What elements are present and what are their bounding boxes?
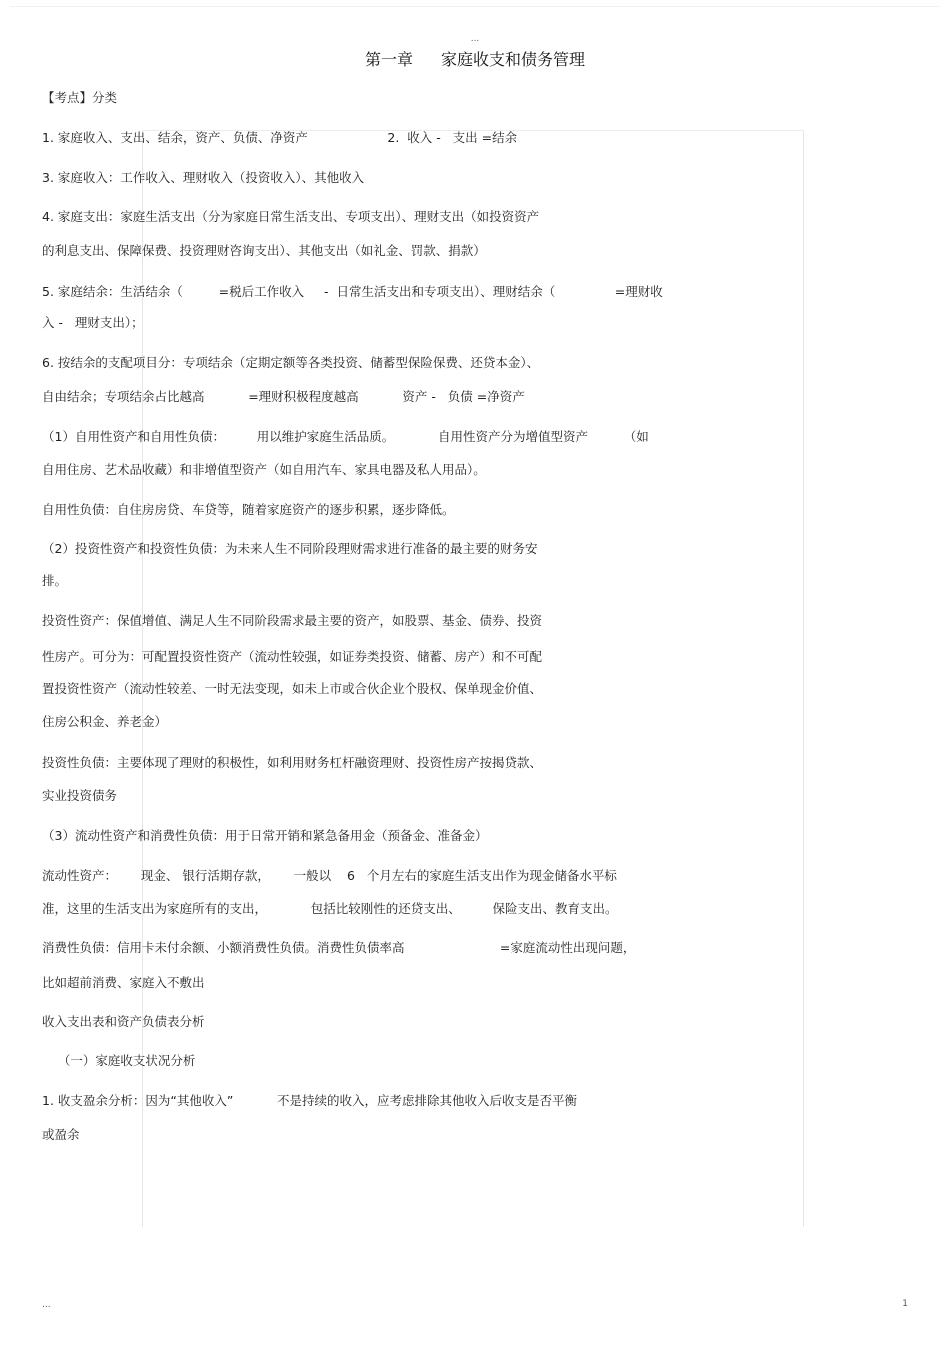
text-line: 投资性资产：保值增值、满足人生不同阶段需求最主要的资产，如股票、基金、债券、投资 [42, 613, 543, 628]
text-line: （一）家庭收支状况分析 [42, 1053, 196, 1068]
text-line: （2）投资性资产和投资性负债：为未来人生不同阶段理财需求进行准备的最主要的财务安 [42, 541, 538, 556]
page-top-border [10, 6, 940, 7]
text-line: 4. 家庭支出：家庭生活支出（分为家庭日常生活支出、专项支出）、理财支出（如投资资产 [42, 209, 540, 224]
text-line: 排。 [42, 573, 68, 588]
text-line: 6. 按结余的支配项目分：专项结余（定期定额等各类投资、储蓄型保险保费、还贷本金）、 [42, 355, 540, 370]
text-line: 比如超前消费、家庭入不敷出 [42, 975, 205, 990]
text-line: 性房产。可分为：可配置投资性资产（流动性较强，如证券类投资、储蓄、房产）和不可配 [42, 649, 543, 664]
header-dots: ... [470, 34, 480, 44]
text-line: 自用性负债：自住房房贷、车贷等，随着家庭资产的逐步积累，逐步降低。 [42, 502, 455, 517]
page-number: 1 [902, 1299, 908, 1309]
text-line: 准，这里的生活支出为家庭所有的支出， 包括比较刚性的还贷支出、 保险支出、教育支出。 [42, 901, 618, 916]
text-line: 或盈余 [42, 1127, 80, 1142]
text-line: 自由结余；专项结余占比越高 =理财积极程度越高 资产 - 负债 =净资产 [42, 389, 525, 404]
text-line: （3）流动性资产和消费性负债：用于日常开销和紧急备用金（预备金、准备金） [42, 828, 488, 843]
text-line: 流动性资产： 现金、 银行活期存款， 一般以 6 个月左右的家庭生活支出作为现金储备水平标 [42, 868, 617, 883]
chapter-name: 家庭收支和债务管理 [441, 50, 586, 69]
footer-dots: ... [42, 1300, 51, 1310]
text-line: 置投资性资产（流动性较差、一时无法变现，如未上市或合伙企业个股权、保单现金价值、 [42, 681, 543, 696]
chapter-title [0, 47, 950, 70]
text-line: 入 - 理财支出）； [42, 315, 144, 330]
text-line: 消费性负债：信用卡未付余额、小额消费性负债。消费性负债率高 =家庭流动性出现问题， [42, 940, 636, 955]
text-line: 3. 家庭收入：工作收入、理财收入（投资收入）、其他收入 [42, 170, 365, 185]
text-line: 实业投资债务 [42, 788, 118, 803]
text-line: 收入支出表和资产负债表分析 [42, 1014, 205, 1029]
text-line: 5. 家庭结余：生活结余（ =税后工作收入 - 日常生活支出和专项支出）、理财结余（ =理财收 [42, 284, 663, 299]
text-line: 住房公积金、养老金） [42, 714, 168, 729]
text-line: 自用住房、艺术品收藏）和非增值型资产（如自用汽车、家具电器及私人用品）。 [42, 462, 486, 477]
text-line: 的利息支出、保障保费、投资理财咨询支出）、其他支出（如礼金、罚款、捐款） [42, 243, 486, 258]
text-line: 【考点】分类 [42, 90, 118, 105]
frame-right-line [803, 130, 804, 1227]
chapter-number: 第一章 [364, 50, 413, 69]
text-line: 投资性负债：主要体现了理财的积极性，如利用财务杠杆融资理财、投资性房产按揭贷款、 [42, 755, 543, 770]
text-line: （1）自用性资产和自用性负债： 用以维护家庭生活品质。 自用性资产分为增值型资产 （如 [42, 429, 649, 444]
text-line: 1. 家庭收入、支出、结余，资产、负债、净资产 2. 收入 - 支出 =结余 [42, 130, 518, 145]
text-line: 1. 收支盈余分析：因为“其他收入” 不是持续的收入，应考虑排除其他收入后收支是否平衡 [42, 1093, 578, 1108]
